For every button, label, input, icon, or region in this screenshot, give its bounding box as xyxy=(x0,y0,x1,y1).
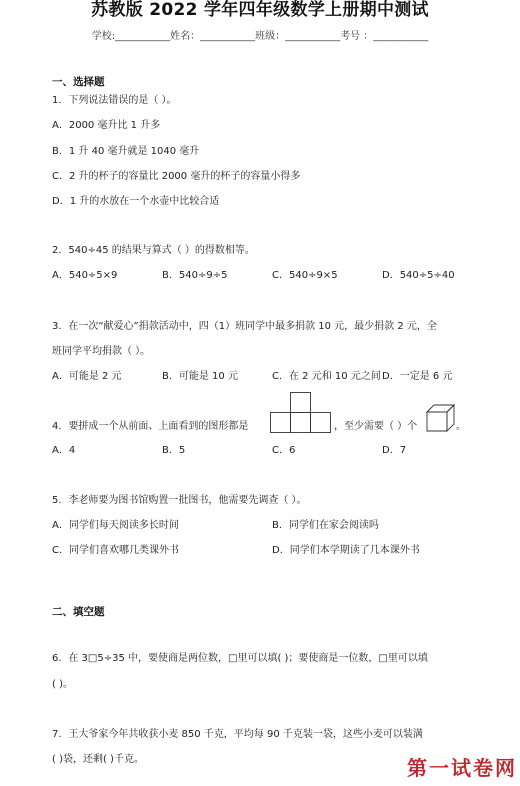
view-shape-top-square xyxy=(291,393,311,413)
question-1-option-c: C．2 升的杯子的容量比 2000 毫升的杯子的容量小得多 xyxy=(52,171,301,182)
question-4-stem-before: 4．要拼成一个从前面、上面看到的图形都是 xyxy=(52,421,249,432)
student-info-line: 学校:___________姓名：___________班级：___________考号 ：___________ xyxy=(91,31,429,42)
question-5-stem: 5．李老师要为图书馆购置一批图书，他需要先调查（ ）。 xyxy=(52,495,307,506)
view-shape-middle-square xyxy=(291,413,311,433)
view-shape-figure xyxy=(270,390,332,434)
question-1-option-d: D．1 升的水放在一个水壶中比较合适 xyxy=(52,196,220,207)
question-4-stem-after: ，至少需要（ ）个 xyxy=(334,421,418,432)
exam-title: 苏教版 2022 学年四年级数学上册期中测试 xyxy=(91,0,429,20)
question-3-stem-line2: 班同学平均捐款（ ）。 xyxy=(52,346,151,357)
question-7-line1: 7．王大爷家今年共收获小麦 850 千克，平均每 90 千克装一袋，这些小麦可以装满 xyxy=(52,729,423,740)
question-6-line2: ( )。 xyxy=(52,679,73,690)
question-4-option-a: A．4 xyxy=(52,445,76,456)
section-heading-choice: 一、选择题 xyxy=(52,76,105,88)
question-7-line2: ( )袋，还剩( )千克。 xyxy=(52,754,144,765)
watermark-logo: 第一试卷网 xyxy=(407,756,517,780)
question-2-option-b: B．540÷9÷5 xyxy=(162,270,228,281)
question-4-stem-end: 。 xyxy=(456,421,466,432)
question-3-option-c: C．在 2 元和 10 元之间 xyxy=(272,371,381,382)
question-5-option-a: A．同学们每天阅读多长时间 xyxy=(52,520,179,531)
question-2-option-a: A．540÷5×9 xyxy=(52,270,118,281)
question-3-option-a: A．可能是 2 元 xyxy=(52,371,122,382)
question-6-line1: 6．在 3□5÷35 中，要使商是两位数，□里可以填( )；要使商是一位数，□里可以填 xyxy=(52,653,428,664)
section-heading-fill: 二、填空题 xyxy=(52,606,105,618)
question-5-option-b: B．同学们在家会阅读吗 xyxy=(272,520,379,531)
question-4-option-c: C．6 xyxy=(272,445,296,456)
question-1-option-b: B．1 升 40 毫升就是 1040 毫升 xyxy=(52,146,200,157)
question-3-option-b: B．可能是 10 元 xyxy=(162,371,238,382)
question-1-option-a: A．2000 毫升比 1 升多 xyxy=(52,120,161,131)
question-3-stem-line1: 3．在一次“献爱心”捐款活动中，四（1）班同学中最多捐款 10 元，最少捐款 2 元，全 xyxy=(52,321,437,332)
question-5-option-c: C．同学们喜欢哪几类课外书 xyxy=(52,545,179,556)
question-4-option-b: B．5 xyxy=(162,445,186,456)
view-shape-right-square xyxy=(311,413,331,433)
cube-icon xyxy=(426,404,456,432)
question-2-option-c: C．540÷9×5 xyxy=(272,270,338,281)
question-2-option-d: D．540÷5÷40 xyxy=(382,270,455,281)
question-1-stem: 1．下列说法错误的是（ ）。 xyxy=(52,95,177,106)
view-shape-left-square xyxy=(271,413,291,433)
question-4-option-d: D．7 xyxy=(382,445,407,456)
question-3-option-d: D．一定是 6 元 xyxy=(382,371,453,382)
question-5-option-d: D．同学们本学期读了几本课外书 xyxy=(272,545,420,556)
question-2-stem: 2．540÷45 的结果与算式（ ）的得数相等。 xyxy=(52,245,255,256)
